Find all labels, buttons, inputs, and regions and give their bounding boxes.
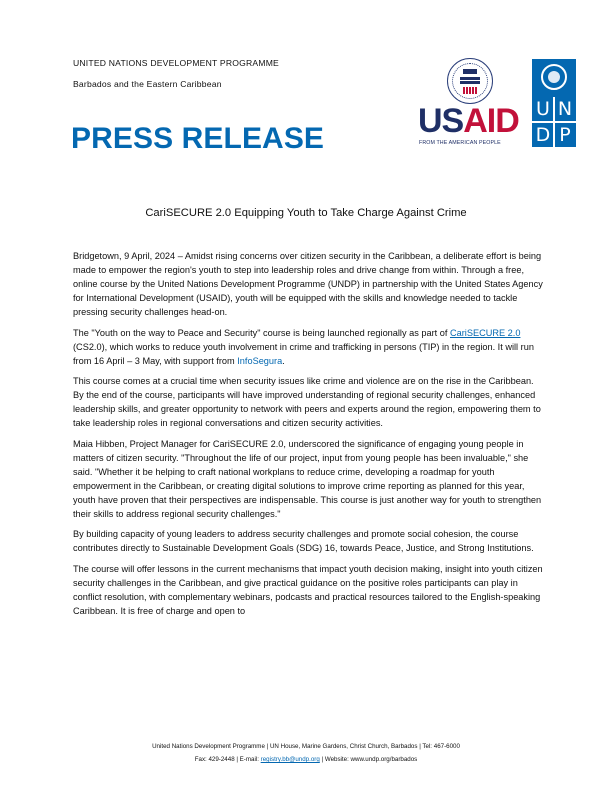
paragraph-quote: Maia Hibben, Project Manager for CariSECURE 2.0, underscored the significance of engaging young people in matters of citizen security. "Throughout the life of our project, input from young people has been invaluable," she said. "Whether it be helping to craft national workplans to reduce crime, developing a roadmap for youth empowerment in the Caribbean, or creating digital solutions to improve crime reporting as planned for this year, youth have proven that their perspectives are indispensable. This course is just another way for youth to strengthen their skills to address regional security challenges." — [73, 438, 542, 519]
text: . — [282, 355, 285, 366]
usaid-word-us: US — [418, 102, 464, 140]
paragraph-intro: Bridgetown, 9 April, 2024 – Amidst rising concerns over citizen security in the Caribbean, a deliberate effort is being made to empower the region's youth to step into leadership roles and drive change from within. Through a free, online course by the United Nations Development Programme (UNDP) in partnership with the United States Agency for International Development (USAID), youth will be equipped with the skills and knowledge needed to tackle pressing security challenges head-on. — [73, 251, 543, 317]
carisecure-link[interactable]: CariSECURE 2.0 — [449, 327, 521, 338]
usaid-logo — [418, 58, 522, 148]
undp-letter-d: D — [535, 124, 551, 146]
infosegura-link[interactable]: InfoSegura — [237, 355, 283, 366]
paragraph-sdg: By building capacity of young leaders to address security challenges and promote social cohesion, the course contributes directly to Sustainable Development Goals (SDG) 16, towards Peace, Justice, and Strong Institutions. — [73, 529, 534, 553]
headline: CariSECURE 2.0 Equipping Youth to Take Charge Against Crime — [145, 207, 467, 219]
org-subtitle: Barbados and the Eastern Caribbean — [73, 79, 222, 89]
footer — [0, 740, 612, 766]
undp-letter-u: U — [536, 98, 550, 120]
undp-letter-p: P — [559, 124, 571, 146]
article-body — [73, 249, 543, 624]
footer-address: United Nations Development Programme | UN House, Marine Gardens, Christ Church, Barbados | Tel: 467-6000 — [152, 743, 460, 750]
handshake-icon — [460, 77, 480, 80]
paragraph-course-launch — [73, 326, 543, 368]
text: The "Youth on the way to Peace and Security" course is being launched regionally as part of — [73, 327, 450, 338]
press-release-title: PRESS RELEASE — [71, 122, 325, 155]
paragraph-timing: This course comes at a crucial time when security issues like crime and violence are on the rise in the Caribbean. By the end of the course, participants will have improved understanding of regional security challenges, enhanced leadership skills, and greater opportunity to network with peers and experts around the region, empowering them to take leadership roles in regional conversations and citizen security activities. — [73, 376, 541, 428]
footer-contact — [0, 753, 612, 766]
text: (CS2.0), which works to reduce youth involvement in crime and trafficking in persons (TIP) in the region. It will run from 16 April – 3 May, with support from — [73, 341, 534, 366]
seal-banner — [463, 69, 477, 74]
usaid-seal-icon — [447, 58, 493, 104]
undp-letter-n: N — [557, 98, 573, 120]
un-emblem-icon — [541, 64, 567, 90]
usaid-word-aid: AID — [463, 102, 519, 140]
usaid-tagline: FROM THE AMERICAN PEOPLE — [419, 140, 501, 146]
paragraph-lessons: The course will offer lessons in the current mechanisms that impact youth decision making, insight into youth citizen security challenges in the Caribbean, and give practical guidance on the positive roles participants can play in conflict resolution, with complementary webinars, podcasts and practical resources tailored to the English-speaking Caribbean. It is free of charge and open to — [73, 563, 543, 616]
footer-website: | Website: www.undp.org/barbados — [319, 756, 418, 763]
email-link[interactable]: registry.bb@undp.org — [260, 756, 320, 763]
footer-fax: Fax: 429-2448 | E-mail: — [194, 756, 261, 763]
seal-stripes — [463, 87, 477, 94]
org-name: UNITED NATIONS DEVELOPMENT PROGRAMME — [73, 58, 279, 68]
usaid-wordmark — [418, 102, 519, 140]
undp-logo — [532, 59, 576, 147]
